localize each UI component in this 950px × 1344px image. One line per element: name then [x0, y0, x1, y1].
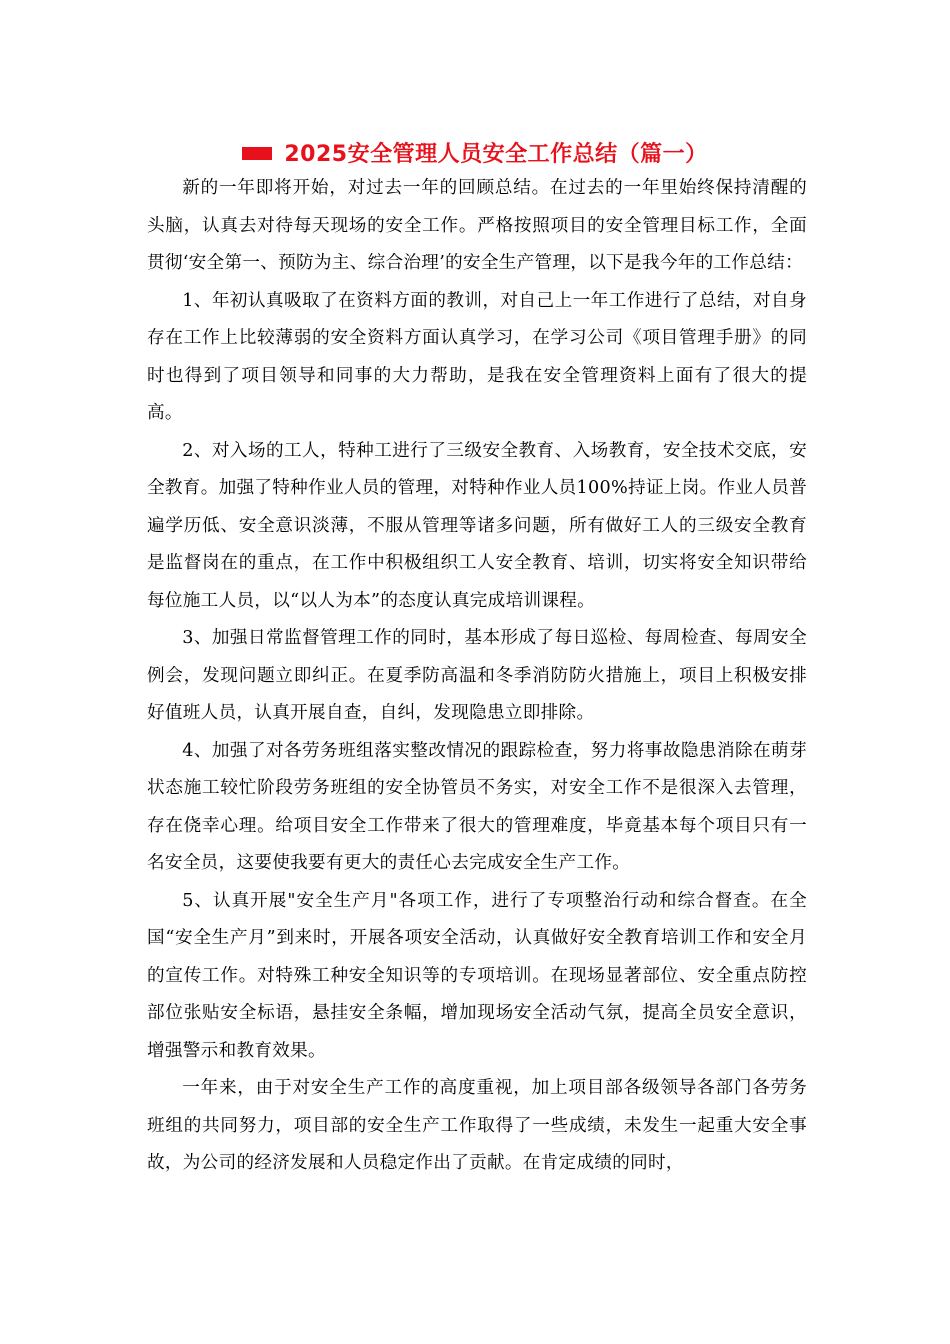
paragraph-conclusion: 一年来，由于对安全生产工作的高度重视，加上项目部各级领导各部门各劳务班组的共同努力，项目部的安全生产工作取得了一些成绩，未发生一起重大安全事故，为公司的经济发展和人员稳定作出了贡献。在肯定成绩的同时，	[147, 1078, 807, 1173]
document-body	[147, 170, 807, 1183]
paragraph-intro: 新的一年即将开始，对过去一年的回顾总结。在过去的一年里始终保持清醒的头脑，认真去对待每天现场的安全工作。严格按照项目的安全管理目标工作，全面贯彻‘安全第一、预防为主、综合治理’的安全生产管理，以下是我今年的工作总结：	[147, 178, 807, 273]
paragraph-item-3: 3、加强日常监督管理工作的同时，基本形成了每日巡检、每周检查、每周安全例会，发现问题立即纠正。在夏季防高温和冬季消防防火措施上，项目上积极安排好值班人员，认真开展自查，自纠，发现隐患立即排除。	[147, 628, 807, 723]
paragraph-item-5: 5、认真开展"安全生产月"各项工作，进行了专项整治行动和综合督查。在全国“安全生产月”到来时，开展各项安全活动，认真做好安全教育培训工作和安全月的宣传工作。对特殊工种安全知识等的专项培训。在现场显著部位、安全重点防控部位张贴安全标语，悬挂安全条幅，增加现场安全活动气氛，提高全员安全意识，增强警示和教育效果。	[147, 890, 807, 1061]
paragraph-item-2: 2、对入场的工人，特种工进行了三级安全教育、入场教育，安全技术交底，安全教育。加强了特种作业人员的管理，对特种作业人员100%持证上岗。作业人员普遍学历低、安全意识淡薄，不服从管理等诸多问题，所有做好工人的三级安全教育是监督岗在的重点，在工作中积极组织工人安全教育、培训，切实将安全知识带给每位施工人员，以“以人为本”的态度认真完成培训课程。	[147, 440, 807, 611]
paragraph-item-1: 1、年初认真吸取了在资料方面的教训，对自己上一年工作进行了总结，对自身存在工作上比较薄弱的安全资料方面认真学习，在学习公司《项目管理手册》的同时也得到了项目领导和同事的大力帮助，是我在安全管理资料上面有了很大的提高。	[147, 290, 807, 423]
title-row	[0, 134, 950, 170]
paragraph-item-4: 4、加强了对各劳务班组落实整改情况的跟踪检查，努力将事故隐患消除在萌芽状态施工较忙阶段劳务班组的安全协管员不务实，对安全工作不是很深入去管理，存在侥幸心理。给项目安全工作带来了很大的管理难度，毕竟基本每个项目只有一名安全员，这要使我要有更大的责任心去完成安全生产工作。	[147, 740, 807, 873]
red-rectangle-icon	[242, 147, 272, 160]
document-title: 2025安全管理人员安全工作总结（篇一）	[284, 141, 708, 167]
